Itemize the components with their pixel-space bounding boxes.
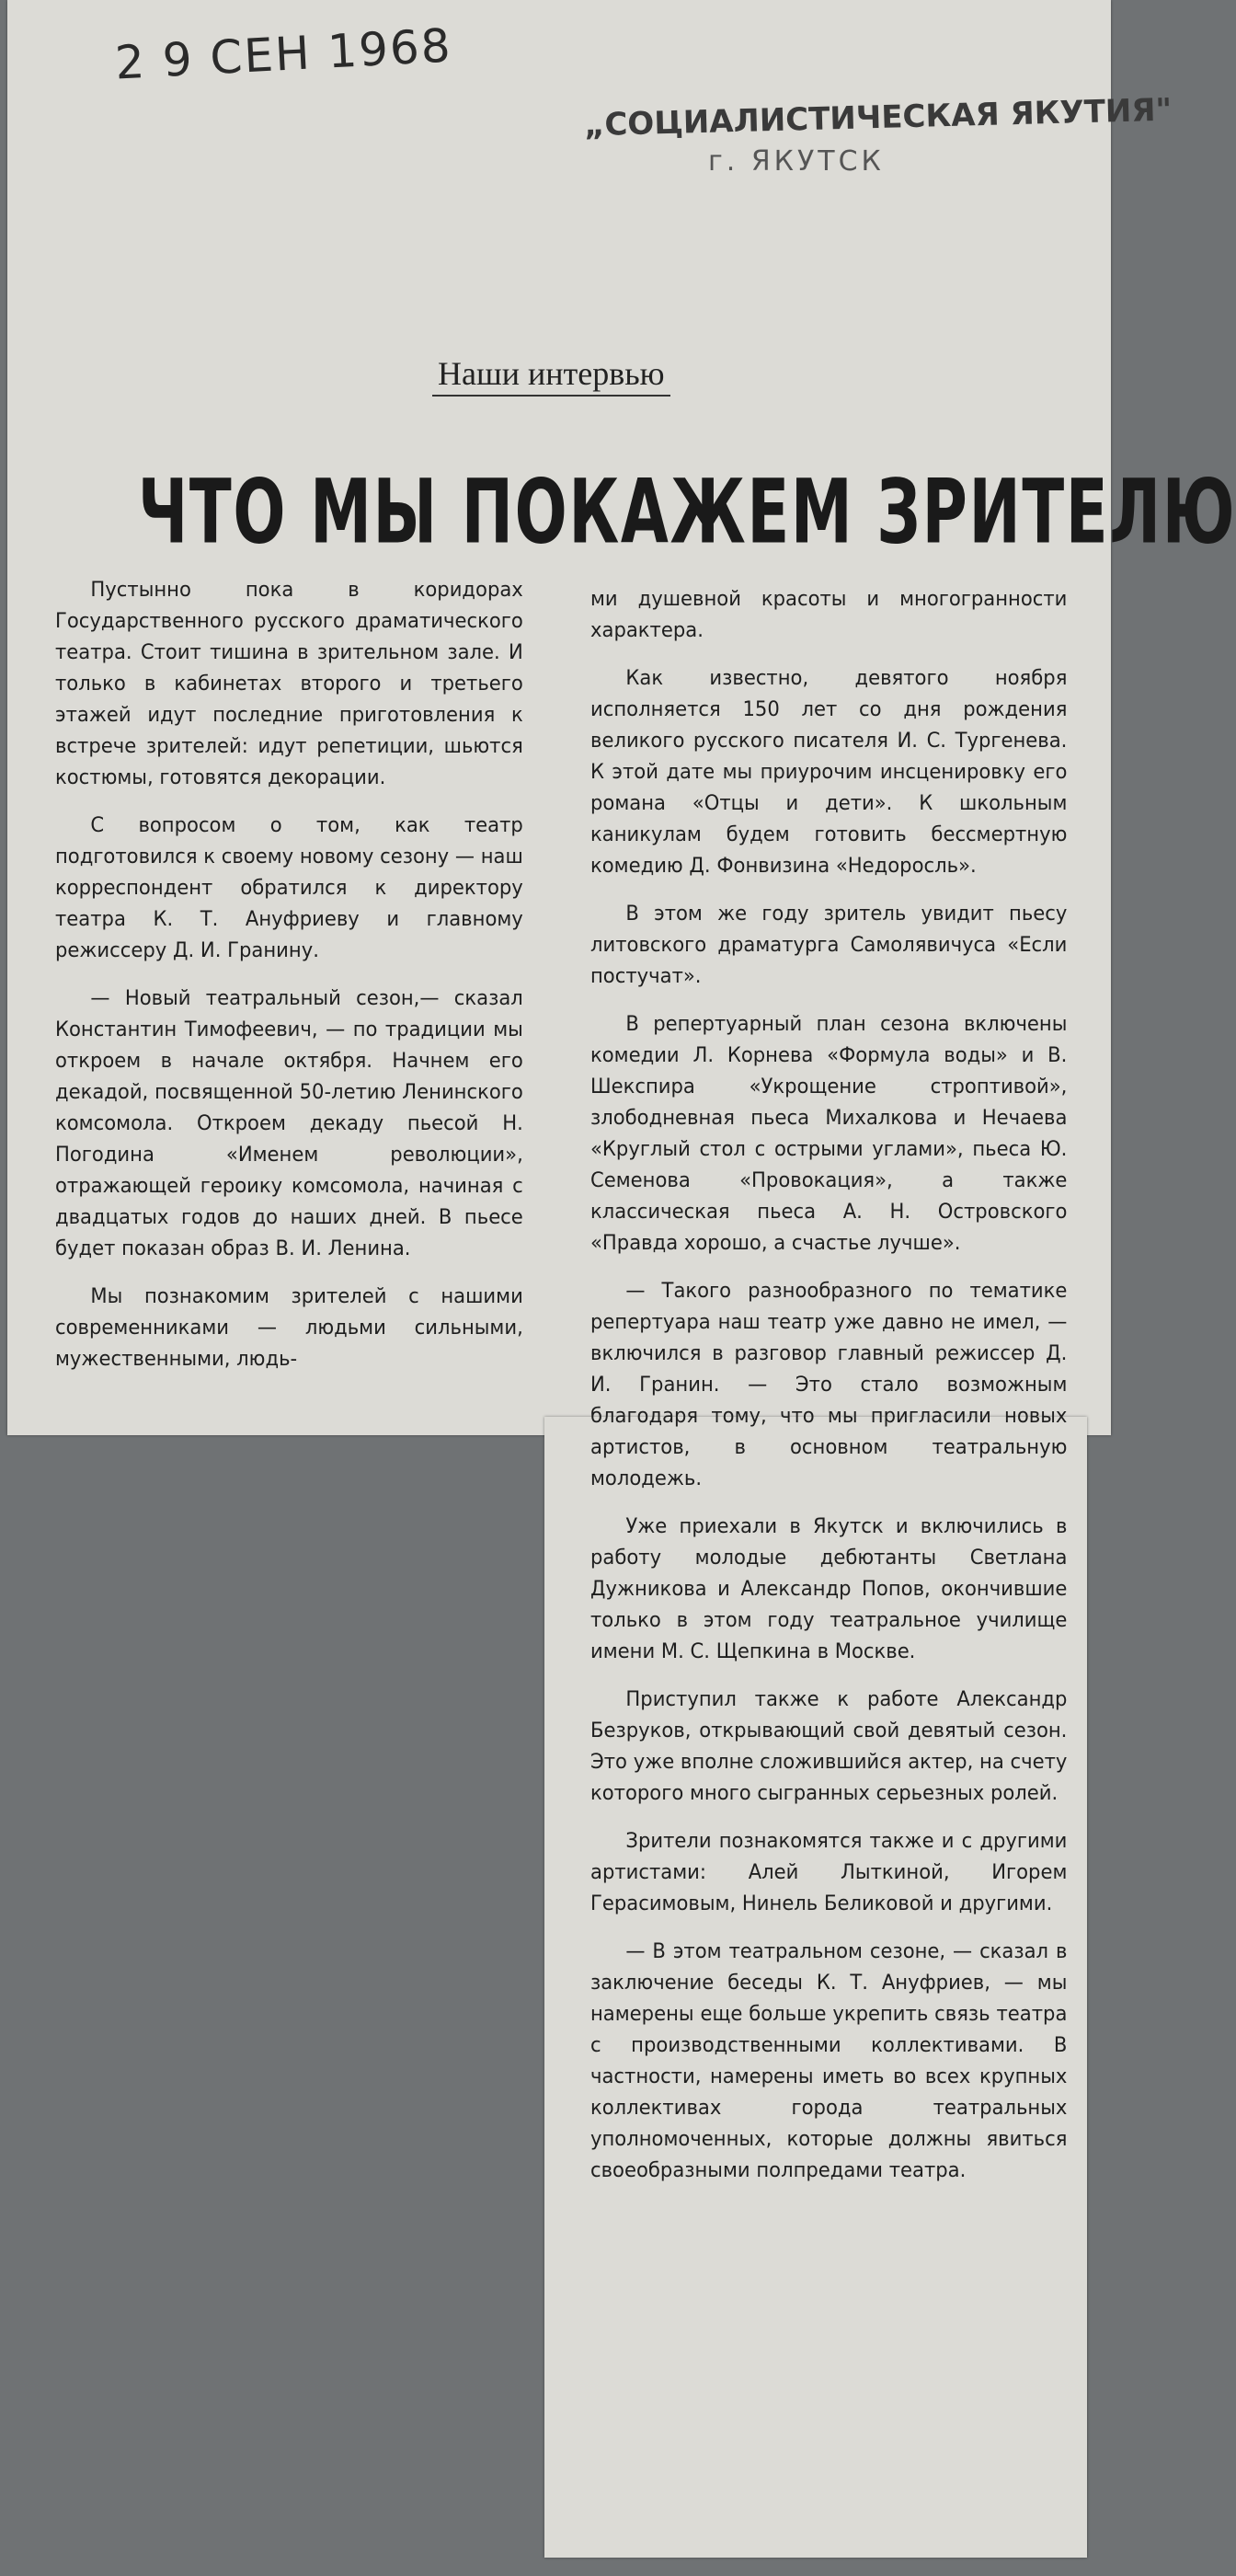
date-stamp: 2 9 СЕН 1968	[113, 18, 453, 90]
paragraph: Как известно, девятого ноября исполняется 150 лет со дня рождения великого русского писателя И. С. Тургенева. К этой дате мы приурочим инсценировку его романа «Отцы и дети». К школьным каникулам будем готовить бессмертную комедию Д. Фонвизина «Недоросль».	[590, 667, 1068, 878]
paragraph: В репертуарный план сезона включены комедии Л. Корнева «Формула воды» и В. Шекспира «Укрощение строптивой», злободневная пьеса Михалкова и Нечаева «Круглый стол с острыми углами», пьеса Ю. Семенова «Провокация», а также классическая пьеса А. Н. Островского «Правда хорошо, а счастье лучше».	[590, 1013, 1068, 1255]
article-right-column	[590, 584, 1067, 2203]
article-rubric: Наши интервью	[432, 354, 670, 397]
paragraph: Уже приехали в Якутск и включились в работу молодые дебютанты Светлана Дужникова и Александр Попов, окончившие только в этом году театральное училище имени М. С. Щепкина в Москве.	[590, 1515, 1068, 1663]
paragraph: — В этом театральном сезоне, — сказал в заключение беседы К. Т. Ануфриев, — мы намерены еще больше укрепить связь театра с производственными коллективами. В частности, намерены иметь во всех крупных коллективах города театральных уполномоченных, которые должны явиться своеобразными полпредами театра.	[590, 1940, 1068, 2182]
article-left-column	[55, 575, 523, 1392]
article-headline: ЧТО МЫ ПОКАЖЕМ ЗРИТЕЛЮ	[138, 460, 1236, 564]
paragraph: В этом же году зритель увидит пьесу литовского драматурга Самолявичуса «Если постучат».	[590, 903, 1068, 988]
paragraph: ми душевной красоты и многогранности характера.	[590, 588, 1068, 642]
paragraph: С вопросом о том, как театр подготовился к своему новому сезону — наш корреспондент обратился к директору театра К. Т. Ануфриеву и главному режиссеру Д. И. Гранину.	[55, 814, 523, 962]
paragraph: Мы познакомим зрителей с нашими современниками — людьми сильными, мужественными, людь-	[55, 1285, 523, 1371]
newspaper-city: г. ЯКУТСК	[708, 145, 885, 178]
paragraph: Пустынно пока в коридорах Государственного русского драматического театра. Стоит тишина в зрительном зале. И только в кабинетах второго и третьего этажей идут последние приготовления к встрече зрителей: идут репетиции, шьются костюмы, готовятся декорации.	[55, 579, 523, 789]
paragraph: — Такого разнообразного по тематике репертуара наш театр уже давно не имел, — включился в разговор главный режиссер Д. И. Гранин. — Это стало возможным благодаря тому, что мы пригласили новых артистов, в основном театральную молодежь.	[590, 1280, 1068, 1490]
newspaper-name: „СОЦИАЛИСТИЧЕСКАЯ ЯКУТИЯ"	[583, 91, 1173, 144]
paragraph: Зрители познакомятся также и с другими артистами: Алей Лыткиной, Игорем Герасимовым, Нинель Беликовой и другими.	[590, 1830, 1068, 1915]
paragraph: — Новый театральный сезон,— сказал Константин Тимофеевич, — по традиции мы откроем в начале октября. Начнем его декадой, посвященной 50-летию Ленинского комсомола. Откроем декаду пьесой Н. Погодина «Именем революции», отражающей героику комсомола, начиная с двадцатых годов до наших дней. В пьесе будет показан образ В. И. Ленина.	[55, 987, 523, 1260]
paragraph: Приступил также к работе Александр Безруков, открывающий свой девятый сезон. Это уже вполне сложившийся актер, на счету которого много сыгранных серьезных ролей.	[590, 1688, 1068, 1805]
